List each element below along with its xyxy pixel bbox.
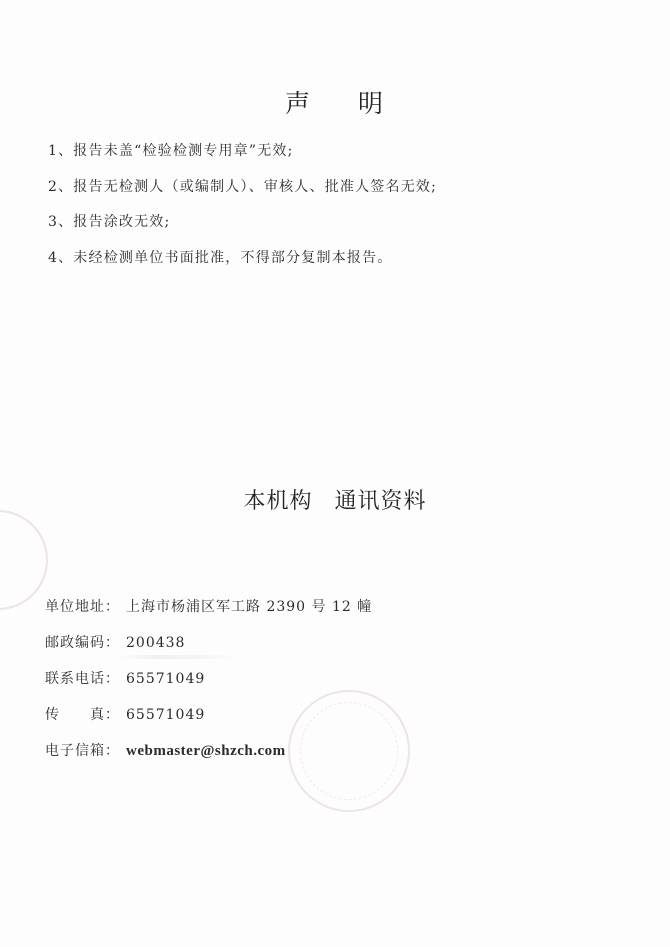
contact-title (0, 484, 670, 515)
contact-row-phone (45, 670, 205, 688)
address-label: 单位地址： (45, 599, 120, 615)
contact-row-postcode (45, 634, 185, 652)
phone-label: 联系电话： (45, 671, 120, 687)
fax-value: 65571049 (126, 707, 206, 723)
contact-row-fax (45, 706, 205, 724)
fax-label: 传 真： (45, 707, 120, 723)
contact-row-email (45, 742, 286, 760)
faint-smudge (118, 655, 238, 659)
address-value: 上海市杨浦区军工路 2390 号 12 幢 (126, 599, 373, 615)
declaration-title-right: 明 (358, 89, 386, 118)
declaration-item-3: 3、报告涂改无效; (48, 214, 171, 230)
email-label: 电子信箱： (45, 743, 120, 759)
postcode-value: 200438 (126, 635, 186, 651)
declaration-item-4: 4、未经检测单位书面批准，不得部分复制本报告。 (48, 250, 393, 266)
declaration-item-2: 2、报告无检测人（或编制人）、审核人、批准人签名无效; (48, 179, 438, 195)
declaration-title (0, 84, 670, 120)
contact-title-left: 本机构 (243, 489, 313, 514)
contact-row-address (45, 598, 372, 616)
email-value: webmaster@shzch.com (126, 743, 286, 759)
declaration-item-1: 1、报告未盖“检验检测专用章”无效; (48, 143, 294, 159)
phone-value: 65571049 (126, 671, 206, 687)
postcode-label: 邮政编码： (45, 635, 120, 651)
stamp-impression-left (0, 510, 48, 610)
stamp-impression-center (288, 690, 410, 812)
declaration-title-left: 声 (284, 89, 312, 118)
contact-title-right: 通讯资料 (334, 489, 427, 514)
